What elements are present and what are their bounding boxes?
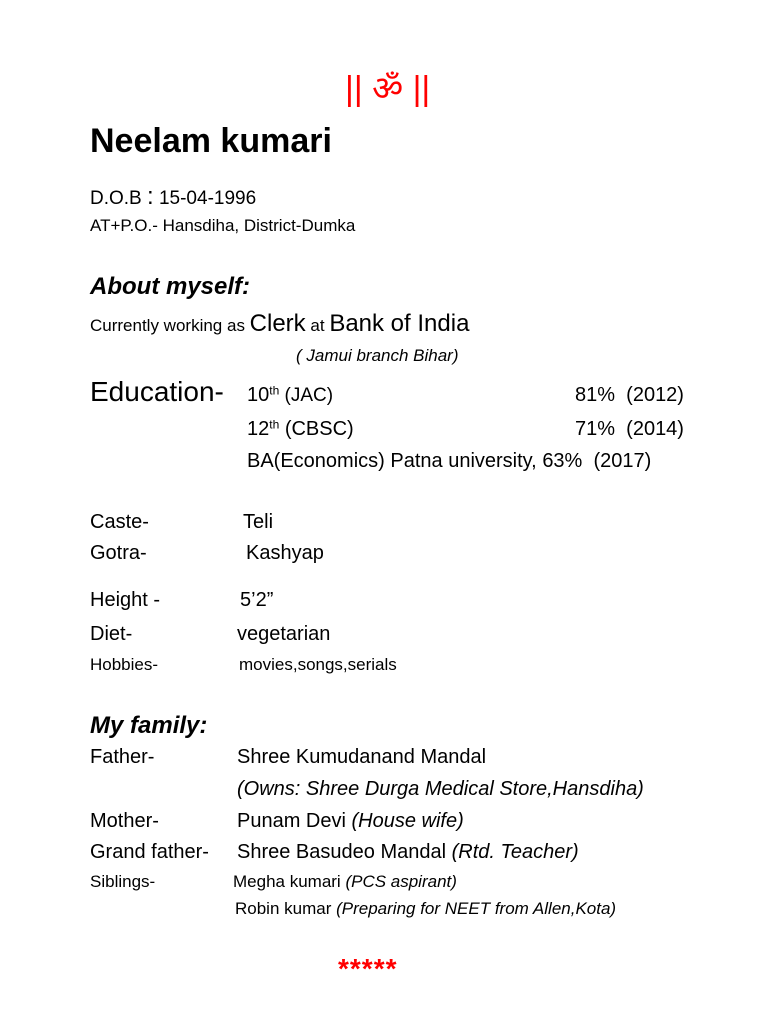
mother-note: (House wife) [351, 810, 464, 832]
education-row: 12th (CBSC) [247, 417, 354, 440]
father-note: (Owns: Shree Durga Medical Store,Hansdiha) [237, 778, 644, 800]
sibling-note: (PCS aspirant) [345, 872, 457, 891]
sibling-line [233, 872, 457, 892]
detail-label-caste: Caste- [90, 511, 149, 533]
grandfather-note: (Rtd. Teacher) [451, 841, 579, 863]
footer-stars: ***** [338, 953, 398, 984]
sibling-name: Megha kumari [233, 872, 346, 891]
education-grade: 10 [247, 384, 270, 406]
job-line [90, 310, 469, 338]
education-row: 10th (JAC) [247, 383, 334, 406]
sibling-note: (Preparing for NEET from Allen,Kota) [336, 899, 617, 918]
education-grade: 12 [247, 418, 270, 440]
mother-label: Mother- [90, 810, 159, 832]
detail-label-hobbies: Hobbies- [90, 655, 159, 674]
father-label: Father- [90, 746, 155, 768]
job-at: at [305, 316, 330, 335]
detail-value-height: 5’2” [240, 589, 274, 611]
address: AT+P.O.- Hansdiha, District-Dumka [90, 216, 356, 235]
detail-label-gotra: Gotra- [90, 542, 147, 564]
education-grade: BA(Economics) Patna university, [247, 450, 537, 472]
job-role: Clerk [249, 310, 306, 337]
family-heading: My family: [90, 712, 208, 739]
dob-value: 15-04-1996 [158, 188, 257, 209]
grandfather-line [237, 841, 579, 864]
job-branch: ( Jamui branch Bihar) [296, 346, 459, 365]
candidate-name: Neelam kumari [90, 122, 332, 160]
grandfather-name: Shree Basudeo Mandal [237, 841, 452, 863]
sibling-line [235, 899, 616, 919]
grandfather-label: Grand father- [90, 841, 209, 863]
about-heading: About myself: [90, 273, 251, 300]
mother-line [237, 810, 464, 833]
mother-name: Punam Devi [237, 810, 352, 832]
education-score: 71% (2014) [575, 418, 684, 440]
job-employer: Bank of India [329, 310, 470, 337]
detail-label-height: Height - [90, 589, 161, 611]
sibling-name: Robin kumar [235, 899, 337, 918]
detail-value-gotra: Kashyap [246, 542, 324, 564]
education-score: 81% (2012) [575, 384, 684, 406]
detail-value-caste: Teli [243, 511, 274, 533]
education-label: Education- [90, 376, 224, 407]
detail-value-diet: vegetarian [237, 623, 331, 645]
om-invocation: || ॐ || [345, 70, 431, 108]
job-prefix: Currently working as [90, 316, 250, 335]
siblings-label: Siblings- [90, 872, 156, 891]
detail-label-diet: Diet- [90, 623, 133, 645]
dob-line [90, 183, 256, 211]
dob-label: D.O.B [90, 188, 142, 209]
education-row: BA(Economics) Patna university, 63% (2017) [247, 450, 652, 472]
father-name: Shree Kumudanand Mandal [237, 746, 487, 768]
detail-value-hobbies: movies,songs,serials [239, 655, 397, 674]
dob-separator: : [147, 183, 154, 210]
